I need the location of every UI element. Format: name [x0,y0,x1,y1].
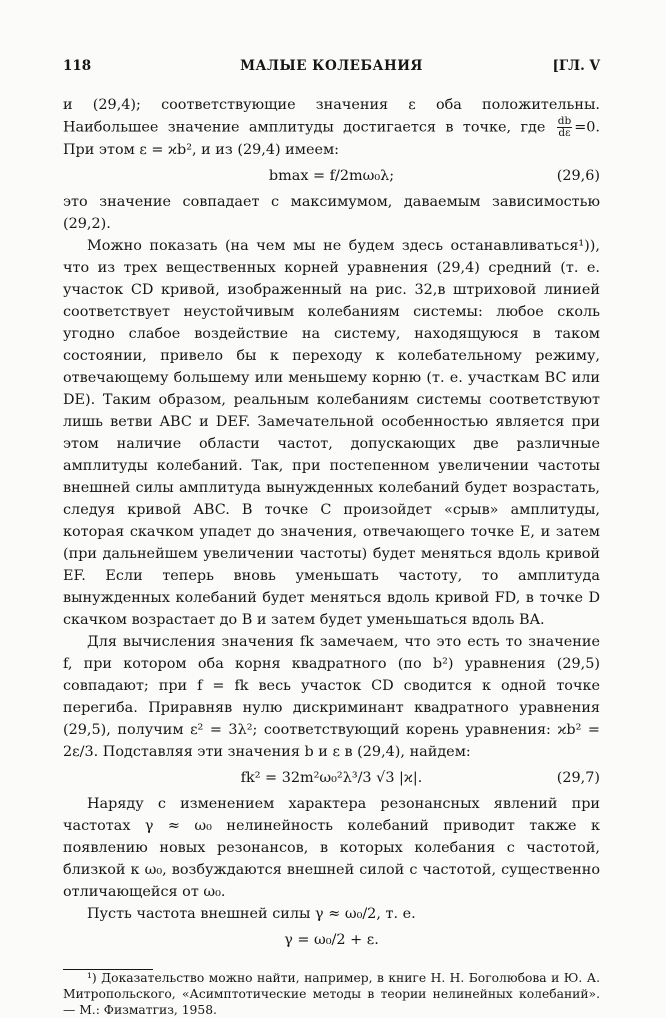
running-title: МАЛЫЕ КОЛЕБАНИЯ [240,58,423,74]
equation-29-7 [63,763,600,793]
page-number: 118 [63,58,92,74]
running-header [63,58,600,80]
chapter-marker: [ГЛ. V [552,58,600,74]
equation-number: (29,7) [556,770,600,786]
paragraph-6: Пусть частота внешней силы γ ≈ ω₀/2, т. е. [87,906,416,922]
page-body [63,94,600,1018]
paragraph-3: Можно показать (на чем мы не будем здесь останавливаться¹)), что из трех вещественных корней уравнения (29,4) средний (т. е. участок CD кривой, изображенный на рис. 32,в штриховой линией соответствует неустойчивым колебаниям системы: любое сколь угодно слабое воздействие на систему, находящуюся в таком состоянии, привело бы к переходу к колебательному режиму, отвечающему большему или меньшему корню (т. е. участкам BC или DE). Таким образом, реальным колебаниям системы соответствуют лишь ветви ABC и DEF. Замечательной особенностью является при этом наличие области частот, допускающих две различные амплитуды колебаний. Так, при постепенном увеличении частоты внешней силы амплитуда вынужденных колебаний будет возрастать, следуя кривой ABC. В точке C произойдет «срыв» амплитуды, которая скачком упадет до значения, отвечающего точке E, и затем (при дальнейшем увеличении частоты) будет меняться вдоль кривой EF. Если теперь вновь уменьшать частоту, то амплитуда вынужденных колебаний будет меняться вдоль кривой FD, в точке D скачком возрастает до B и затем будет уменьшаться вдоль BA. [63,238,600,628]
paragraph-5: Наряду с изменением характера резонансных явлений при частотах γ ≈ ω₀ нелинейность колебаний приводит также к появлению новых резонансов, в которых колебания с частотой, близкой к ω₀, возбуждаются внешней силой с частотой, существенно отличающейся от ω₀. [63,796,600,900]
paragraph-2: это значение совпадает с максимумом, даваемым зависимостью (29,2). [63,194,600,232]
footnote: ¹) Доказательство можно найти, например, в книге Н. Н. Боголюбова и Ю. А. Митропольского, «Асимптотические методы в теории нелинейных колебаний». — М.: Физматгиз, 1958. [63,971,600,1017]
equation-formula: fk² = 32m²ω₀²λ³/3 √3 |ϰ|. [240,770,423,786]
equation-formula: γ = ω₀/2 + ε. [284,932,379,948]
paragraph-1: и (29,4); соответствующие значения ε оба положительны. Наибольшее значение амплитуды достигается в точке, где $\frac{db}{d\varepsilon}$ =0. При этом ε = ϰb², и из (29,4) имеем: [63,97,600,158]
equation-gamma [63,925,600,955]
paragraph-4: Для вычисления значения fk замечаем, что это есть то значение f, при котором оба корня квадратного (по b²) уравнения (29,5) совпадают; при f = fk весь участок CD сводится к одной точке перегиба. Приравняв нулю дискриминант квадратного уравнения (29,5), получим ε² = 3λ²; соответствующий корень уравнения: ϰb² = 2ε/3. Подставляя эти значения b и ε в (29,4), найдем: [63,634,600,760]
equation-29-6 [63,161,600,191]
derivative-fraction: $\frac{db}{d\varepsilon}$ [557,115,572,139]
equation-number: (29,6) [556,168,600,184]
equation-formula: bmax = f/2mω₀λ; [268,168,395,184]
book-page [63,58,600,1018]
